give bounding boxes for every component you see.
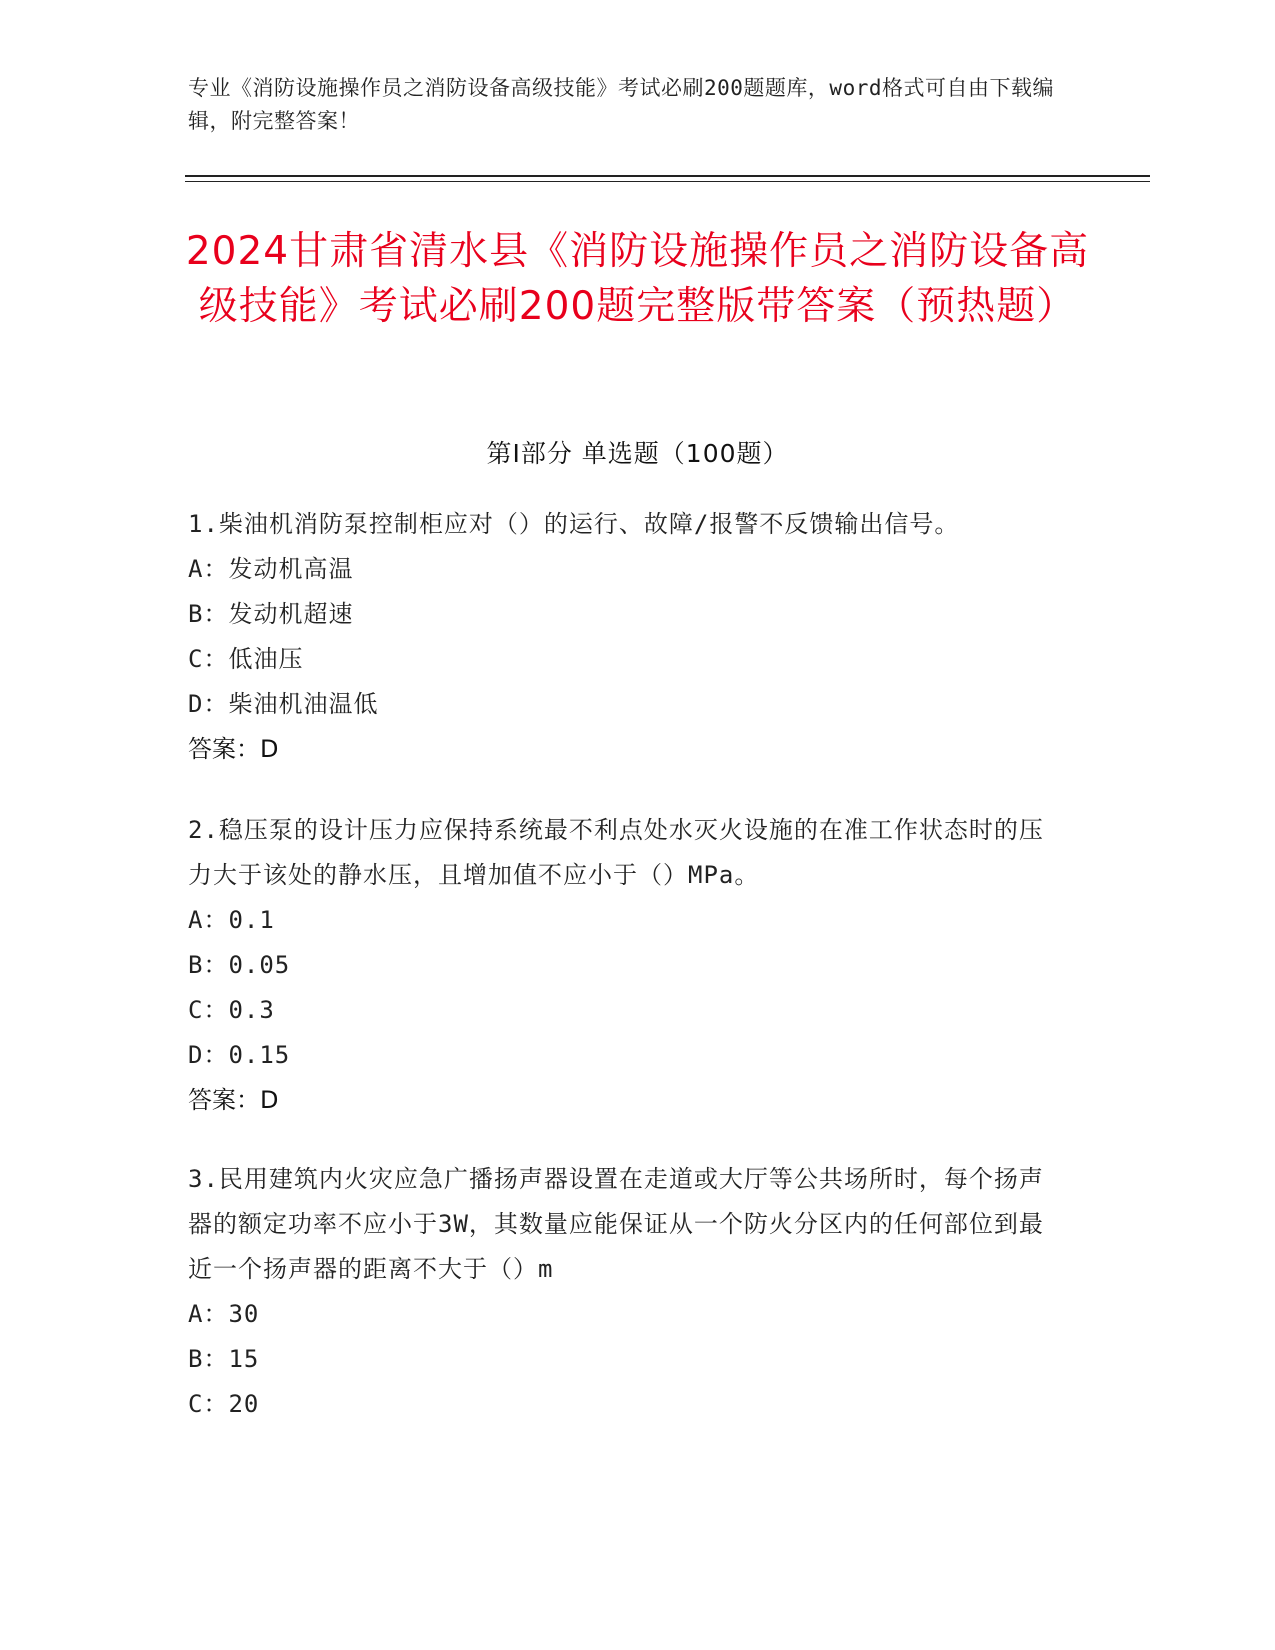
option-d: D：柴油机油温低 [188, 690, 379, 718]
question-1 [188, 502, 1068, 772]
header-divider-thin [185, 181, 1150, 182]
document-title: 2024甘肃省清水县《消防设施操作员之消防设备高级技能》考试必刷200题完整版带答案（预热题） [185, 229, 1090, 329]
question-2 [188, 808, 1068, 1123]
answer: 答案：D [188, 1086, 279, 1114]
option-d: D：0.15 [188, 1041, 291, 1069]
option-c: C：0.3 [188, 996, 275, 1024]
option-c: C：20 [188, 1390, 260, 1418]
option-a: A：30 [188, 1300, 260, 1328]
header-note: 专业《消防设施操作员之消防设备高级技能》考试必刷200题题库，word格式可自由下载编辑，附完整答案！ [188, 76, 1054, 133]
section-heading: 第Ⅰ部分 单选题（100题） [486, 439, 789, 468]
option-a: A：0.1 [188, 906, 275, 934]
question-text: 3.民用建筑内火灾应急广播扬声器设置在走道或大厅等公共场所时，每个扬声器的额定功率不应小于3W，其数量应能保证从一个防火分区内的任何部位到最近一个扬声器的距离不大于（）m [188, 1165, 1044, 1283]
option-b: B：0.05 [188, 951, 291, 979]
header-divider [185, 175, 1150, 177]
question-3 [188, 1157, 1068, 1427]
option-b: B：发动机超速 [188, 600, 354, 628]
option-a: A：发动机高温 [188, 555, 354, 583]
question-text: 2.稳压泵的设计压力应保持系统最不利点处水灭火设施的在准工作状态时的压力大于该处的静水压，且增加值不应小于（）MPa。 [188, 816, 1044, 889]
option-b: B：15 [188, 1345, 260, 1373]
option-c: C：低油压 [188, 645, 304, 673]
answer: 答案：D [188, 735, 279, 763]
question-text: 1.柴油机消防泵控制柜应对（）的运行、故障/报警不反馈输出信号。 [188, 510, 960, 538]
